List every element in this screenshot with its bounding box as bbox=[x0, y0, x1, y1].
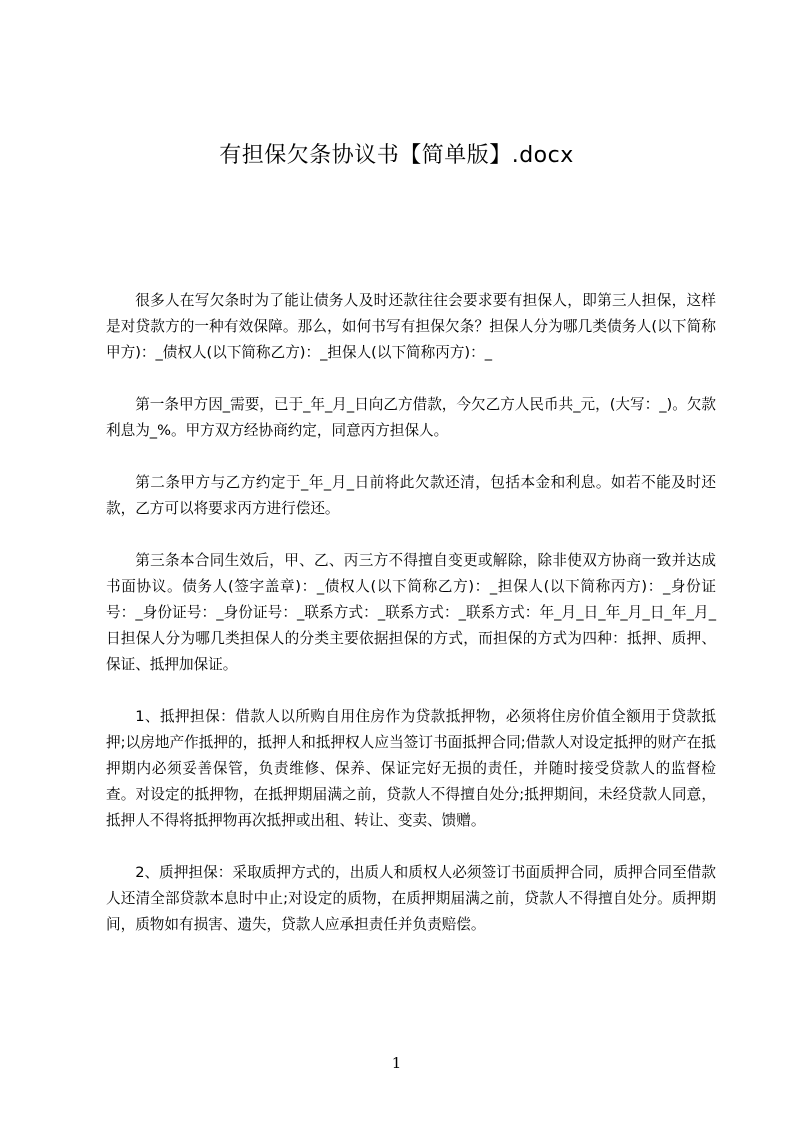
paragraph-article-2: 第二条甲方与乙方约定于_年_月_日前将此欠款还清，包括本金和利息。如若不能及时还款，乙方可以将要求丙方进行偿还。 bbox=[106, 474, 716, 517]
document-title: 有担保欠条协议书【简单版】.docx bbox=[219, 143, 574, 168]
paragraph-mortgage-guarantee: 1、抵押担保：借款人以所购自用住房作为贷款抵押物，必须将住房价值全额用于贷款抵押;以房地产作抵押的，抵押人和抵押权人应当签订书面抵押合同;借款人对设定抵押的财产在抵押期内必须妥善保管，负责维修、保养、保证完好无损的责任，并随时接受贷款人的监督检查。对设定的抵押物，在抵押期届满之前，贷款人不得擅自处分;抵押期间，未经贷款人同意，抵押人不得将抵押物再次抵押或出租、转让、变卖、馈赠。 bbox=[106, 708, 716, 829]
paragraph-article-1: 第一条甲方因_需要，已于_年_月_日向乙方借款，今欠乙方人民币共_元，(大写：_)。欠款利息为_%。甲方双方经协商约定，同意丙方担保人。 bbox=[106, 396, 716, 439]
paragraph-pledge-guarantee: 2、质押担保：采取质押方式的，出质人和质权人必须签订书面质押合同，质押合同至借款人还清全部贷款本息时中止;对设定的质物，在质押期届满之前，贷款人不得擅自处分。质押期间，质物如有损害、遗失，贷款人应承担责任并负责赔偿。 bbox=[106, 864, 716, 933]
paragraph-article-3: 第三条本合同生效后，甲、乙、丙三方不得擅自变更或解除，除非使双方协商一致并达成书面协议。债务人(签字盖章)：_债权人(以下简称乙方)：_担保人(以下简称丙方)：_身份证号：_身份证号：_身份证号：_联系方式：_联系方式：_联系方式：年_月_日_年_月_日_年_月_日担保人分为哪几类担保人的分类主要依据担保的方式，而担保的方式为四种：抵押、质押、保证、抵押加保证。 bbox=[106, 552, 716, 673]
paragraph-intro: 很多人在写欠条时为了能让债务人及时还款往往会要求要有担保人，即第三人担保，这样是对贷款方的一种有效保障。那么，如何书写有担保欠条？担保人分为哪几类债务人(以下简称甲方)：_债权人(以下简称乙方)：_担保人(以下简称丙方)：_ bbox=[106, 292, 716, 361]
page-number: 1 bbox=[391, 1054, 402, 1072]
document-body bbox=[106, 288, 716, 964]
